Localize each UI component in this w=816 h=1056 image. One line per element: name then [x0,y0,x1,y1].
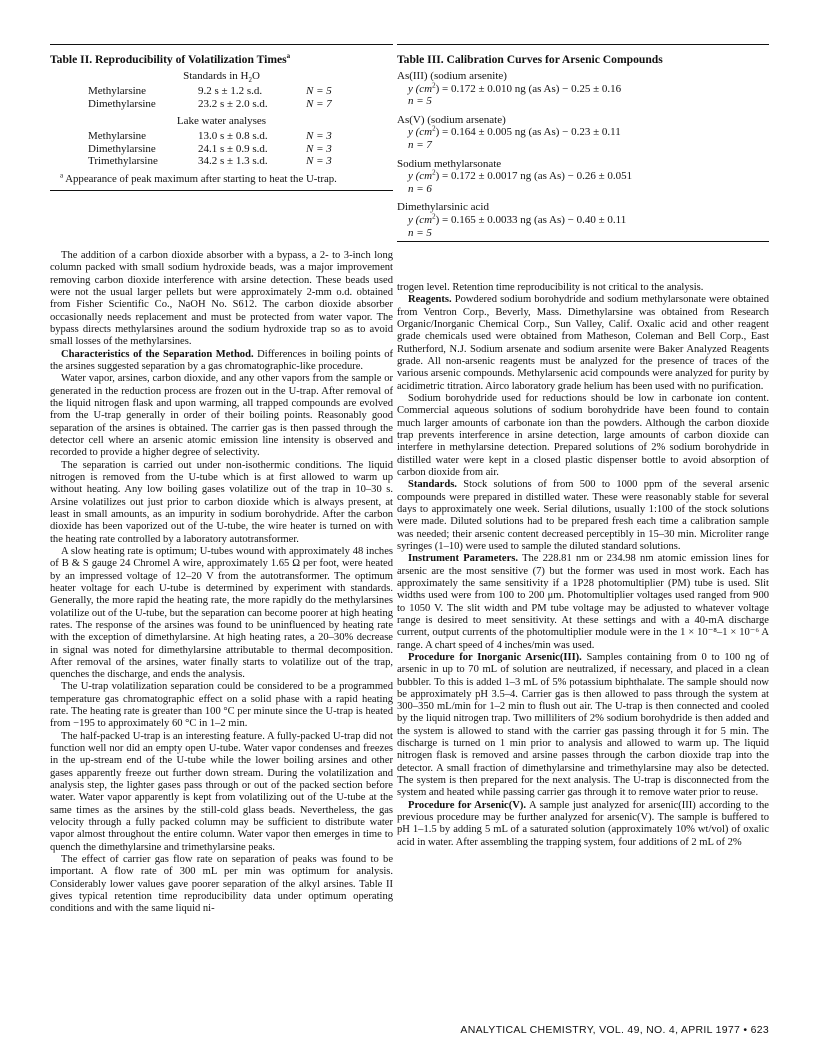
count-cell: N = 3 [306,130,332,143]
eq-lhs: y (cm [408,170,433,183]
paragraph [50,349,393,374]
calibration-list [397,70,769,239]
paragraph: The U-trap volatilization separation could be considered to be a programmed temperature gas chromatographic effect on a solid phase with a rapid heating rate. The heating rate is greater than 100 °C per minute since the U-trap is heated from −195 to approximately 60 °C in 1–2 min. [50,681,393,730]
sample-count: n = 6 [408,182,432,195]
eq-rhs: ) = 0.164 ± 0.005 ng (as As) − 0.23 ± 0.11 [435,126,621,139]
paragraph-text: Differences in boiling points of the arsines suggested separation by a gas chromatographic-like procedure. [50,348,393,372]
paragraph [397,652,769,800]
paragraph [397,294,769,393]
table-row [88,98,366,111]
paragraph [397,800,769,849]
eq-rhs: ) = 0.172 ± 0.010 ng (as As) − 0.25 ± 0.16 [435,82,622,95]
section-heading: Instrument Parameters. [408,553,518,565]
left-body-text [50,250,393,916]
table-iii-title: Table III. Calibration Curves for Arsenic Compounds [397,53,663,66]
calibration-entry [397,158,769,196]
paragraph-text: A sample just analyzed for arsenic(III) according to the previous procedure may be further analyzed for arsenic(V). The sample is buffered to pH 1–1.5 by adding 5 mL of a saturated solution (approximately 10% wt/vol) of oxalic acid in water. After assembling the trapping system, four additions of 2 mL of 2% [397,799,769,848]
count-cell: N = 3 [306,155,332,168]
standards-table [88,85,366,110]
time-cell: 34.2 s ± 1.3 s.d. [198,155,268,168]
footnote-text: Appearance of peak maximum after starting to heat the U-trap. [65,172,337,185]
compound-name: As(V) (sodium arsenate) [397,113,506,126]
compound-cell: Dimethylarsine [88,142,156,155]
calibration-entry [397,70,769,108]
section-heading: Procedure for Inorganic Arsenic(III). [408,651,582,663]
compound-name: Dimethylarsinic acid [397,201,489,214]
calibration-entry [397,114,769,152]
eq-lhs: y (cm [408,213,433,226]
right-body-text [397,282,769,849]
table-bottom-rule [397,241,769,242]
standards-heading [50,70,393,85]
time-cell: 9.2 s ± 1.2 s.d. [198,85,263,97]
count-cell: N = 5 [306,85,332,97]
table-iii [397,44,769,242]
footnote-mark: a [286,52,291,61]
paragraph: trogen level. Retention time reproducibility is not critical to the analysis. [397,282,704,293]
paragraph: Sodium borohydride used for reductions should be low in carbonate ion content. Commercial aqueous solutions of sodium borohydride have been found to contain much larger amounts of carbonate ion than the powders. Although the carbon dioxide trap prevents interference in arsine detection, large amounts of carbon dioxide can interfere in methylarsine detection. Prepared solutions of 2% sodium borohydride in distilled water were kept in a closed plastic dispenser bottle to avoid absorption of carbon dioxide from air. [397,392,769,478]
time-cell: 24.1 s ± 0.9 s.d. [198,142,268,155]
table-ii [50,44,393,191]
time-cell: 23.2 s ± 2.0 s.d. [198,97,268,110]
table-top-rule [397,44,769,45]
compound-cell: Methylarsine [88,85,147,97]
paragraph [397,553,769,652]
section-heading: Reagents. [408,294,452,306]
subscript: 2 [248,76,252,85]
calibration-equation [397,214,769,227]
paragraph-text: Samples containing from 0 to 100 ng of arsenic in up to 70 mL of solution are neutralized, if necessary, and placed in a clean bubbler. To this is added 1–3 mL of 5% potassium biphthalate. The sample should now be approximately pH 3.5–4. Carrier gas is then allowed to pass through the system at 300–350 mL/min for 1–2 min to flush out air. The U-trap is then connected and cooled by the liquid nitrogen trap. Two milliliters of 2% sodium borohydride is then added and the system is allowed to stand with the carrier gas passing through it for 5 min. The discharge is turned on 1 min prior to analysis and allowed to warm up. The liquid nitrogen flask is removed and arsine passes through the carbon dioxide trap into the detector. A small fraction of dimethylarsine and trimethylarsine may also be detected. The system is then prepared for the next analysis. The U-trap is disconnected from the system and heated while passing carrier gas through it to remove water prior to reuse. [397,651,769,799]
table-row [88,130,366,143]
calibration-equation [397,80,769,96]
lake-heading: Lake water analyses [176,115,267,128]
count-cell: N = 7 [306,97,332,110]
compound-cell: Methylarsine [88,130,147,143]
exponent: 2 [432,168,436,177]
paragraph: The separation is carried out under non-isothermic conditions. The liquid nitrogen is removed from the U-tube which is at first allowed to warm up without heating. Any low boiling gases volatilize out of the trap in 10–30 s. Arsine volatilizes out just prior to carbon dioxide which is always present, at least in small amounts, as an impurity in sodium borohydride. After the carbon dioxide has been vaporized out of the U-tube, the wire heater is turned on with the heating rate controlled by a laboratory autotransformer. [50,459,393,545]
eq-lhs: y (cm [408,82,433,95]
exponent: 2 [432,80,436,89]
section-heading: Procedure for Arsenic(V). [408,799,527,811]
table-ii-body [50,70,393,186]
heading-text-end: O [251,70,260,82]
heading-text: Standards in H [183,70,249,82]
paragraph-text: Stock solutions of from 500 to 1000 ppm of the several arsenic compounds were prepared in distilled water. These were reasonably stable for several days to approximately one week. Serial dilutions, usually 1:100 of the stock solutions were made. Diluted solutions had to be prepared fresh each time a calibration sample was needed; their arsenic content decreased perceptibly in 15–30 min. Microliter range syringes (1–10) were used to sample the diluted standard solutions. [397,479,769,552]
eq-rhs: ) = 0.172 ± 0.0017 ng (as As) − 0.26 ± 0.051 [435,170,633,183]
compound-cell: Dimethylarsine [88,97,156,110]
exponent: 2 [432,124,436,133]
paragraph: The half-packed U-trap is an interesting feature. A fully-packed U-trap did not function well nor did an empty open U-tube. Water vapor condenses and freezes in the up-stream end of the U-tube while the lower boiling arsines and other gases apparently freeze out further down stream. During the volatilization and analysis step, the lighter gases pass through or out of the packed section before water. Water vapor apparently is kept from volatilizing out of the U-tube at the same times as the arsines by the still-cold glass beads. Nevertheless, the gas velocity through a fully packed column may be sufficient to distribute water vapor almost throughout the entire column. Water vapor then emerges in time to quench the dimethylarsine and trimethylarsine peaks. [50,730,393,853]
compound-cell: Trimethylarsine [88,155,158,168]
section-heading: Characteristics of the Separation Method. [61,348,254,360]
paragraph: The effect of carrier gas flow rate on separation of peaks was found to be important. A flow rate of 300 mL per min was optimum for analysis. Considerably lower values gave poorer separation of the alkyl arsines. Table II gives typical retention time reproducibility data under optimum operating conditions and with the same liquid ni- [50,854,393,915]
calibration-entry [397,201,769,239]
table-top-rule [50,44,393,45]
section-heading: Standards. [408,479,457,491]
paragraph-text: The 228.81 nm or 234.98 nm atomic emission lines for arsenic are the most sensitive (7) but the former was used in most work. Each has approximately the same sensitivity if a 1P28 photomultiplier (PM) tube is used. Slit widths used were from 100 to 200 μm. Photomultiplier voltages used ranged from 900 to 1050 V. The slit width and PM tube voltage may be adjusted to whatever voltage range is desired to meet sensitivity. At these settings and with a 40-mA discharge current, output currents of the photomultiplier module were in the 1 × 10⁻⁸–1 × 10⁻⁶ A range. A chart speed of 4 inches/min was used. [397,553,769,651]
compound-name: Sodium methylarsonate [397,157,502,170]
paragraph: The addition of a carbon dioxide absorber with a bypass, a 2- to 3-inch long column packed with small sodium hydroxide beads, was a major improvement removing carbon dioxide interference with arsine detection. These beads used were not the usual larger pellets but were approximately 2-mm o.d. obtained from Fisher Scientific Co., NaOH No. S612. The carbon dioxide absorber occasionally needs replacement and must be protected from water vapor. The bypass directs methylarsines around the sodium hydroxide trap so as to avoid small losses of the methylarsines. [50,250,393,348]
table-row [88,143,366,156]
paragraph-text: Powdered sodium borohydride and sodium methylarsonate were obtained from Ventron Corp., Beverly, Mass. Dimethylarsine was obtained from Research Organic/Inorganic Chemical Corp., Sun Valley, Calif. Oxalic acid and other reagent grade chemicals used were obtained from Matheson, Coleman and Bell Corp., East Rutherford, N.J. Sodium arsenate and sodium arsenite were Baker Analyzed Reagents grade. All non-arsenic reagents must be analyzed for the presence of traces of the various arsenic compounds. Methylarsenic acid compounds were analyzed for purity by acidimetric titration. Airco laboratory grade helium has been used with no purification. [397,294,769,392]
exponent: 2 [432,212,436,221]
sample-count: n = 5 [408,95,432,108]
page-footer: ANALYTICAL CHEMISTRY, VOL. 49, NO. 4, APRIL 1977 • 623 [460,1024,769,1036]
calibration-equation [397,170,769,183]
paragraph: Water vapor, arsines, carbon dioxide, and any other vapors from the sample or generated in the reduction process are frozen out in the U-trap. After removal of the liquid nitrogen flask and upon warming, all trapped compounds are evolved from the U-trap generally in order of their boiling points. Reasonably good separation of the arsines is obtained. The carrier gas is then passed through the detector cell where an arsenic atomic emission line intensity is observed and recorded to provide a higher degree of selectivity. [50,373,393,459]
table-bottom-rule [50,190,393,191]
table-title-text: Table II. Reproducibility of Volatilization Times [50,53,287,66]
time-cell: 13.0 s ± 0.8 s.d. [198,130,268,143]
sample-count: n = 5 [408,226,432,239]
table-ii-title [50,53,393,66]
table-row [88,85,366,98]
paragraph: A slow heating rate is optimum; U-tubes wound with approximately 48 inches of B & S gauge 24 Chromel A wire, approximately 1.65 Ω per foot, were heated by an impressed voltage of 12–20 V from the autotransformer. The optimum heater voltage for each U-tube is determined by experiment with standards. Generally, the more rapid the heating rate, the more rapidly do the methylarsines volatilize out of the U-tube, but the separation can become poorer at high heating rates. The response of the arsines was found to be uninfluenced by heating rate with the exception of dimethylarsine. At high heating rates, a 20–30% decrease in signal was noted for dimethylarsine attributable to thermal decomposition. After removal of the arsines, water finally starts to volatilize out of the trap, quenches the discharge, and ends the analysis. [50,545,393,681]
sample-count: n = 7 [408,138,432,151]
footnote-mark: a [60,171,64,180]
paragraph [397,479,769,553]
table-footnote [50,173,393,186]
lake-table [88,130,366,168]
eq-lhs: y (cm [408,126,433,139]
count-cell: N = 3 [306,142,332,155]
calibration-equation [397,126,769,139]
eq-rhs: ) = 0.165 ± 0.0033 ng (as As) − 0.40 ± 0.11 [435,213,627,226]
table-row [88,155,366,168]
compound-name: As(III) (sodium arsenite) [397,70,507,82]
